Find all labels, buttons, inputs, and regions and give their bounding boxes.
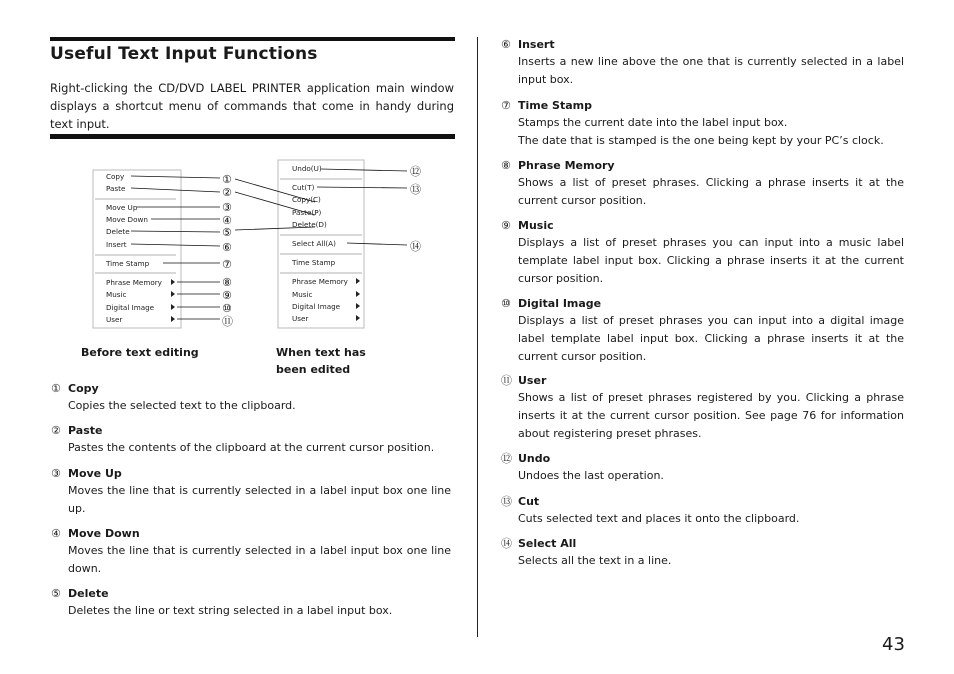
menu-after-item: Copy(C)	[292, 195, 321, 204]
item-body: Shows a list of preset phrases registered by you. Clicking a phrase inserts it at the current cursor position. See page 76 for information about registering preset phrases.	[518, 391, 904, 440]
item-number: ⑫	[501, 452, 512, 465]
item-body: Deletes the line or text string selected in a label input box.	[68, 604, 393, 617]
menu-before-item: Music	[106, 290, 127, 299]
menu-after-item: Select All(A)	[292, 239, 336, 248]
callout-number: ⑨	[222, 289, 232, 302]
item-number: ⑬	[501, 495, 512, 508]
item-number: ⑨	[501, 219, 511, 232]
callout-number: ⑪	[222, 315, 233, 328]
item-body-2: The date that is stamped is the one being kept by your PC’s clock.	[518, 134, 884, 147]
column-divider	[477, 37, 478, 637]
menu-before-item: Time Stamp	[106, 259, 150, 268]
item-body: Moves the line that is currently selected in a label input box one line down.	[68, 544, 451, 575]
item-title: User	[518, 374, 547, 387]
menu-before-item: Move Up	[106, 203, 138, 212]
item-number: ⑪	[501, 374, 512, 387]
item-body: Copies the selected text to the clipboard.	[68, 399, 296, 412]
item-number: ④	[51, 527, 61, 540]
item-title: Move Up	[68, 467, 122, 480]
section-rule	[50, 134, 455, 139]
menu-before-item: Copy	[106, 172, 125, 181]
item-digital-image	[501, 295, 904, 366]
callout-number: ②	[222, 186, 232, 199]
item-body: Displays a list of preset phrases you can input into a music label template label input box. Clicking a phrase inserts it at the current cursor position.	[518, 236, 904, 285]
item-body: Displays a list of preset phrases you can input into a digital image label template label input box. Clicking a phrase inserts it at the current cursor position.	[518, 314, 904, 363]
callout-number: ⑤	[222, 226, 232, 239]
item-title: Digital Image	[518, 297, 602, 310]
menu-before-item: Move Down	[106, 215, 148, 224]
menu-after-item: User	[292, 314, 309, 323]
item-number: ⑤	[51, 587, 61, 600]
item-title: Move Down	[68, 527, 140, 540]
callout-number: ③	[222, 201, 232, 214]
item-delete	[51, 585, 451, 620]
item-cut	[501, 493, 904, 528]
item-title: Copy	[68, 382, 99, 395]
item-title: Time Stamp	[518, 99, 592, 112]
menu-after-item: Time Stamp	[292, 258, 336, 267]
context-menu-figure	[85, 155, 435, 335]
menu-after-item: Digital Image	[292, 302, 341, 311]
menu-before-item: Insert	[106, 240, 127, 249]
item-title: Select All	[518, 537, 577, 550]
item-number: ③	[51, 467, 61, 480]
item-select-all	[501, 535, 904, 570]
item-body: Undoes the last operation.	[518, 469, 664, 482]
menu-before-item: Phrase Memory	[106, 278, 162, 287]
callout-number: ⑬	[410, 183, 421, 196]
item-title: Paste	[68, 424, 103, 437]
callout-number: ⑫	[410, 165, 421, 178]
menu-after-item: Undo(U)	[292, 164, 322, 173]
intro-text: Right-clicking the CD/DVD LABEL PRINTER application main window displays a shortcut menu of commands that come in handy during text input.	[50, 81, 454, 131]
item-body: Moves the line that is currently selected in a label input box one line up.	[68, 484, 451, 515]
item-number: ②	[51, 424, 61, 437]
item-number: ⑥	[501, 38, 511, 51]
item-title: Undo	[518, 452, 551, 465]
menu-before-item: Digital Image	[106, 303, 155, 312]
item-paste	[51, 422, 451, 457]
top-rule	[50, 37, 455, 41]
caption-after-line2: been edited	[276, 363, 351, 376]
item-body: Pastes the contents of the clipboard at the current cursor position.	[68, 441, 435, 454]
callout-number: ⑥	[222, 241, 232, 254]
item-music	[501, 217, 904, 288]
menu-before-item: Paste	[106, 184, 126, 193]
caption-after-line1: When text has	[276, 346, 366, 359]
item-number: ⑦	[501, 99, 511, 112]
item-time-stamp	[501, 97, 904, 150]
menu-before-item: User	[106, 315, 123, 324]
item-move-down	[51, 525, 451, 578]
callout-number: ④	[222, 214, 232, 227]
callout-number: ⑭	[410, 240, 421, 253]
menu-after-item: Phrase Memory	[292, 277, 348, 286]
callout-number: ①	[222, 173, 232, 186]
item-body: Selects all the text in a line.	[518, 554, 672, 567]
item-body: Inserts a new line above the one that is currently selected in a label input box.	[518, 55, 904, 86]
item-body: Stamps the current date into the label input box.	[518, 116, 788, 129]
item-title: Music	[518, 219, 554, 232]
callout-number: ⑦	[222, 258, 232, 271]
item-title: Insert	[518, 38, 555, 51]
item-number: ①	[51, 382, 61, 395]
menu-after-item: Cut(T)	[292, 183, 315, 192]
callout-number: ⑩	[222, 302, 232, 315]
callout-number: ⑧	[222, 276, 232, 289]
item-body: Cuts selected text and places it onto the clipboard.	[518, 512, 800, 525]
item-number: ⑩	[501, 297, 511, 310]
item-phrase-memory	[501, 157, 904, 210]
page-title: Useful Text Input Functions	[50, 44, 318, 64]
page-number: 43	[882, 634, 905, 655]
menu-after-item: Delete(D)	[292, 220, 327, 229]
item-undo	[501, 450, 904, 485]
item-number: ⑭	[501, 537, 512, 550]
caption-before: Before text editing	[81, 346, 199, 359]
item-insert	[501, 36, 904, 89]
item-copy	[51, 380, 451, 415]
item-move-up	[51, 465, 451, 518]
item-title: Cut	[518, 495, 540, 508]
menu-after-item: Music	[292, 290, 313, 299]
item-body: Shows a list of preset phrases. Clicking a phrase inserts it at the current cursor position.	[518, 176, 904, 207]
item-number: ⑧	[501, 159, 511, 172]
item-title: Delete	[68, 587, 109, 600]
item-title: Phrase Memory	[518, 159, 615, 172]
menu-after-item: Paste(P)	[292, 208, 322, 217]
item-user	[501, 372, 904, 443]
menu-before-item: Delete	[106, 227, 130, 236]
